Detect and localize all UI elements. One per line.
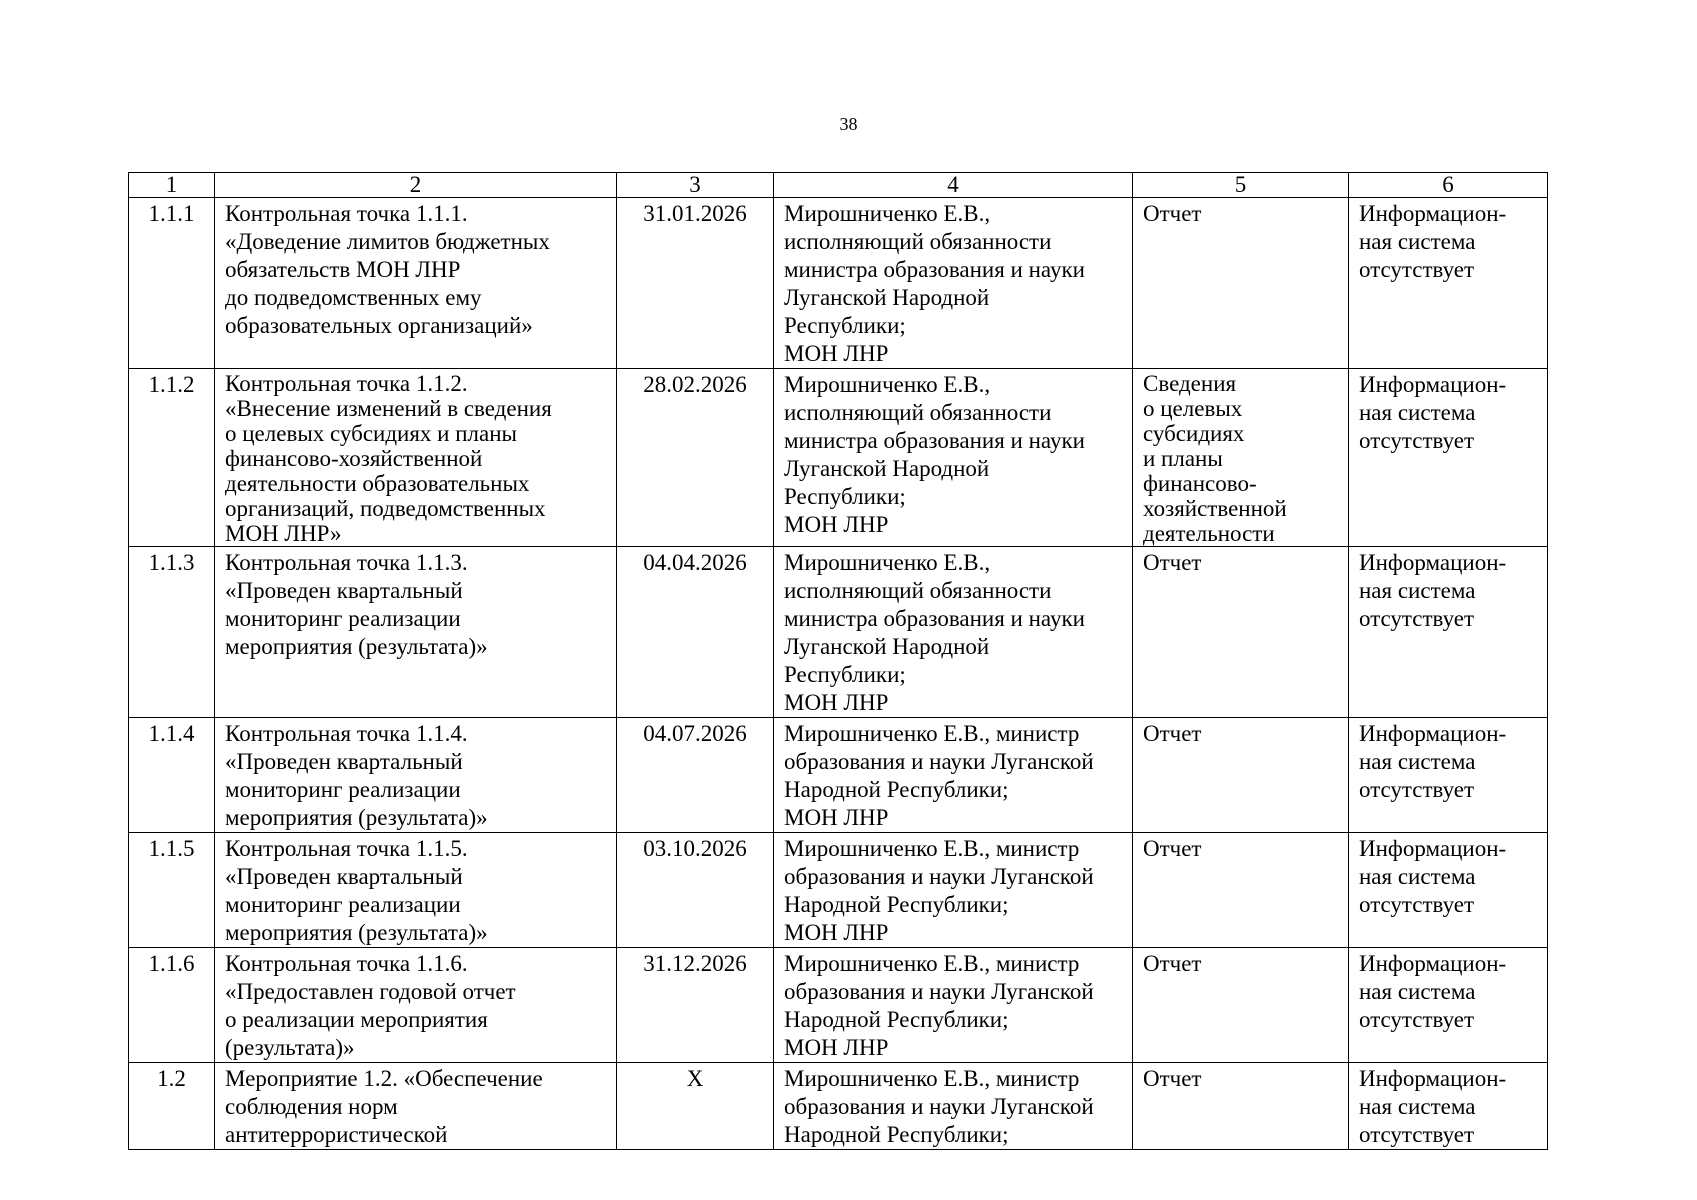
event-name-cell — [215, 547, 617, 718]
info-system-line: Информацион- — [1359, 721, 1507, 746]
document-line: хозяйственной — [1143, 496, 1287, 521]
info-system-line: ная система — [1359, 578, 1476, 603]
event-name-line: образовательных организаций» — [225, 313, 533, 338]
responsible-line: образования и науки Луганской — [784, 979, 1094, 1004]
responsible-line: Луганской Народной — [784, 456, 990, 481]
event-name-line: Мероприятие 1.2. «Обеспечение — [225, 1066, 543, 1091]
responsible-line: исполняющий обязанности — [784, 229, 1052, 254]
table-row — [129, 547, 1548, 718]
info-system-line: отсутствует — [1359, 1007, 1475, 1032]
document-line: Отчет — [1143, 201, 1202, 226]
responsible-cell — [774, 369, 1133, 547]
responsible-cell — [774, 718, 1133, 833]
responsible-line: Народной Республики; — [784, 892, 1009, 917]
responsible-cell — [774, 198, 1133, 369]
info-system-line: Информацион- — [1359, 951, 1507, 976]
document-line: Отчет — [1143, 721, 1202, 746]
document-cell — [1133, 948, 1349, 1063]
event-name-line: антитеррористической — [225, 1122, 448, 1147]
event-name-line: «Проведен квартальный — [225, 578, 463, 603]
responsible-line: Мирошниченко Е.В., — [784, 372, 991, 397]
info-system-cell — [1349, 369, 1548, 547]
row-number-cell: 1.1.4 — [129, 718, 215, 833]
table-row — [129, 948, 1548, 1063]
document-line: Отчет — [1143, 1066, 1202, 1091]
info-system-cell — [1349, 948, 1548, 1063]
document-line: субсидиях — [1143, 421, 1245, 446]
event-name-line: финансово-хозяйственной — [225, 446, 483, 471]
event-name-line: «Внесение изменений в сведения — [225, 396, 552, 421]
deadline-cell: 04.04.2026 — [617, 547, 774, 718]
deadline-cell: 31.12.2026 — [617, 948, 774, 1063]
responsible-line: Мирошниченко Е.В., министр — [784, 951, 1080, 976]
responsible-line: образования и науки Луганской — [784, 864, 1094, 889]
info-system-line: отсутствует — [1359, 428, 1475, 453]
responsible-line: МОН ЛНР — [784, 920, 889, 945]
responsible-line: образования и науки Луганской — [784, 749, 1094, 774]
info-system-line: Информацион- — [1359, 201, 1507, 226]
document-line: финансово- — [1143, 471, 1257, 496]
document-cell — [1133, 369, 1349, 547]
event-name-line: «Предоставлен годовой отчет — [225, 979, 516, 1004]
document-cell — [1133, 1063, 1349, 1150]
info-system-cell — [1349, 833, 1548, 948]
page-number: 38 — [839, 114, 858, 134]
header-cell: 2 — [215, 173, 617, 198]
table-row — [129, 1063, 1548, 1150]
event-name-line: до подведомственных ему — [225, 285, 482, 310]
deadline-cell: 31.01.2026 — [617, 198, 774, 369]
event-name-line: «Проведен квартальный — [225, 749, 463, 774]
event-name-line: МОН ЛНР» — [225, 521, 342, 546]
deadline-cell: 28.02.2026 — [617, 369, 774, 547]
responsible-line: МОН ЛНР — [784, 341, 889, 366]
event-name-cell — [215, 718, 617, 833]
document-cell — [1133, 198, 1349, 369]
header-cell: 1 — [129, 173, 215, 198]
row-number-cell: 1.1.5 — [129, 833, 215, 948]
responsible-line: Народной Республики; — [784, 777, 1009, 802]
row-number-cell: 1.1.1 — [129, 198, 215, 369]
info-system-line: ная система — [1359, 1094, 1476, 1119]
responsible-line: МОН ЛНР — [784, 1035, 889, 1060]
info-system-line: Информацион- — [1359, 1066, 1507, 1091]
responsible-line: исполняющий обязанности — [784, 400, 1052, 425]
event-name-line: Контрольная точка 1.1.6. — [225, 951, 468, 976]
responsible-line: МОН ЛНР — [784, 805, 889, 830]
table-row — [129, 833, 1548, 948]
event-name-line: Контрольная точка 1.1.3. — [225, 550, 468, 575]
event-name-line: Контрольная точка 1.1.2. — [225, 371, 468, 396]
deadline-cell: 04.07.2026 — [617, 718, 774, 833]
event-name-cell — [215, 198, 617, 369]
info-system-line: отсутствует — [1359, 892, 1475, 917]
responsible-line: МОН ЛНР — [784, 690, 889, 715]
event-name-line: мероприятия (результата)» — [225, 634, 488, 659]
table-row — [129, 198, 1548, 369]
responsible-line: Республики; — [784, 484, 906, 509]
responsible-line: министра образования и науки — [784, 606, 1085, 631]
responsible-line: Республики; — [784, 662, 906, 687]
responsible-line: Народной Республики; — [784, 1007, 1009, 1032]
info-system-cell — [1349, 547, 1548, 718]
event-name-line: обязательств МОН ЛНР — [225, 257, 461, 282]
event-name-line: «Доведение лимитов бюджетных — [225, 229, 550, 254]
header-row — [129, 173, 1548, 198]
info-system-line: Информацион- — [1359, 372, 1507, 397]
info-system-cell — [1349, 198, 1548, 369]
event-name-line: мероприятия (результата)» — [225, 805, 488, 830]
header-cell: 4 — [774, 173, 1133, 198]
info-system-line: отсутствует — [1359, 606, 1475, 631]
responsible-line: Республики; — [784, 313, 906, 338]
event-name-line: мониторинг реализации — [225, 606, 461, 631]
event-name-line: соблюдения норм — [225, 1094, 398, 1119]
row-number-cell: 1.1.3 — [129, 547, 215, 718]
document-line: деятельности — [1143, 521, 1275, 546]
event-name-line: Контрольная точка 1.1.5. — [225, 836, 468, 861]
event-name-line: мониторинг реализации — [225, 777, 461, 802]
info-system-line: отсутствует — [1359, 1122, 1475, 1147]
document-cell — [1133, 547, 1349, 718]
event-name-line: (результата)» — [225, 1035, 355, 1060]
responsible-cell — [774, 948, 1133, 1063]
responsible-line: исполняющий обязанности — [784, 578, 1052, 603]
responsible-line: Мирошниченко Е.В., — [784, 201, 991, 226]
event-name-line: деятельности образовательных — [225, 471, 530, 496]
info-system-line: ная система — [1359, 864, 1476, 889]
header-cell: 6 — [1349, 173, 1548, 198]
responsible-line: Луганской Народной — [784, 634, 990, 659]
document-line: Отчет — [1143, 550, 1202, 575]
table-row — [129, 369, 1548, 547]
event-name-cell — [215, 948, 617, 1063]
event-name-line: мониторинг реализации — [225, 892, 461, 917]
info-system-line: отсутствует — [1359, 777, 1475, 802]
info-system-cell — [1349, 1063, 1548, 1150]
document-line: о целевых — [1143, 396, 1243, 421]
responsible-cell — [774, 833, 1133, 948]
responsible-cell — [774, 1063, 1133, 1150]
document-line: и планы — [1143, 446, 1223, 471]
document-line: Отчет — [1143, 951, 1202, 976]
info-system-line: ная система — [1359, 749, 1476, 774]
event-name-line: мероприятия (результата)» — [225, 920, 488, 945]
responsible-line: Мирошниченко Е.В., — [784, 550, 991, 575]
responsible-line: Мирошниченко Е.В., министр — [784, 721, 1080, 746]
deadline-cell: Х — [617, 1063, 774, 1150]
deadline-cell: 03.10.2026 — [617, 833, 774, 948]
responsible-line: образования и науки Луганской — [784, 1094, 1094, 1119]
header-cell: 3 — [617, 173, 774, 198]
info-system-line: отсутствует — [1359, 257, 1475, 282]
event-name-line: о реализации мероприятия — [225, 1007, 488, 1032]
table-row — [129, 718, 1548, 833]
event-name-line: о целевых субсидиях и планы — [225, 421, 517, 446]
event-name-cell — [215, 369, 617, 547]
event-name-cell — [215, 1063, 617, 1150]
event-name-cell — [215, 833, 617, 948]
row-number-cell: 1.2 — [129, 1063, 215, 1150]
info-system-line: Информацион- — [1359, 550, 1507, 575]
responsible-line: Мирошниченко Е.В., министр — [784, 1066, 1080, 1091]
responsible-line: министра образования и науки — [784, 257, 1085, 282]
info-system-line: ная система — [1359, 400, 1476, 425]
row-number-cell: 1.1.6 — [129, 948, 215, 1063]
info-system-line: Информацион- — [1359, 836, 1507, 861]
plan-table — [128, 172, 1548, 1150]
event-name-line: Контрольная точка 1.1.4. — [225, 721, 468, 746]
event-name-line: «Проведен квартальный — [225, 864, 463, 889]
responsible-line: министра образования и науки — [784, 428, 1085, 453]
document-line: Сведения — [1143, 371, 1237, 396]
info-system-line: ная система — [1359, 979, 1476, 1004]
row-number-cell: 1.1.2 — [129, 369, 215, 547]
event-name-line: организаций, подведомственных — [225, 496, 546, 521]
responsible-cell — [774, 547, 1133, 718]
info-system-cell — [1349, 718, 1548, 833]
event-name-line: Контрольная точка 1.1.1. — [225, 201, 468, 226]
responsible-line: МОН ЛНР — [784, 512, 889, 537]
header-cell: 5 — [1133, 173, 1349, 198]
responsible-line: Мирошниченко Е.В., министр — [784, 836, 1080, 861]
document-cell — [1133, 718, 1349, 833]
document-cell — [1133, 833, 1349, 948]
responsible-line: Луганской Народной — [784, 285, 990, 310]
document-line: Отчет — [1143, 836, 1202, 861]
responsible-line: Народной Республики; — [784, 1122, 1009, 1147]
info-system-line: ная система — [1359, 229, 1476, 254]
